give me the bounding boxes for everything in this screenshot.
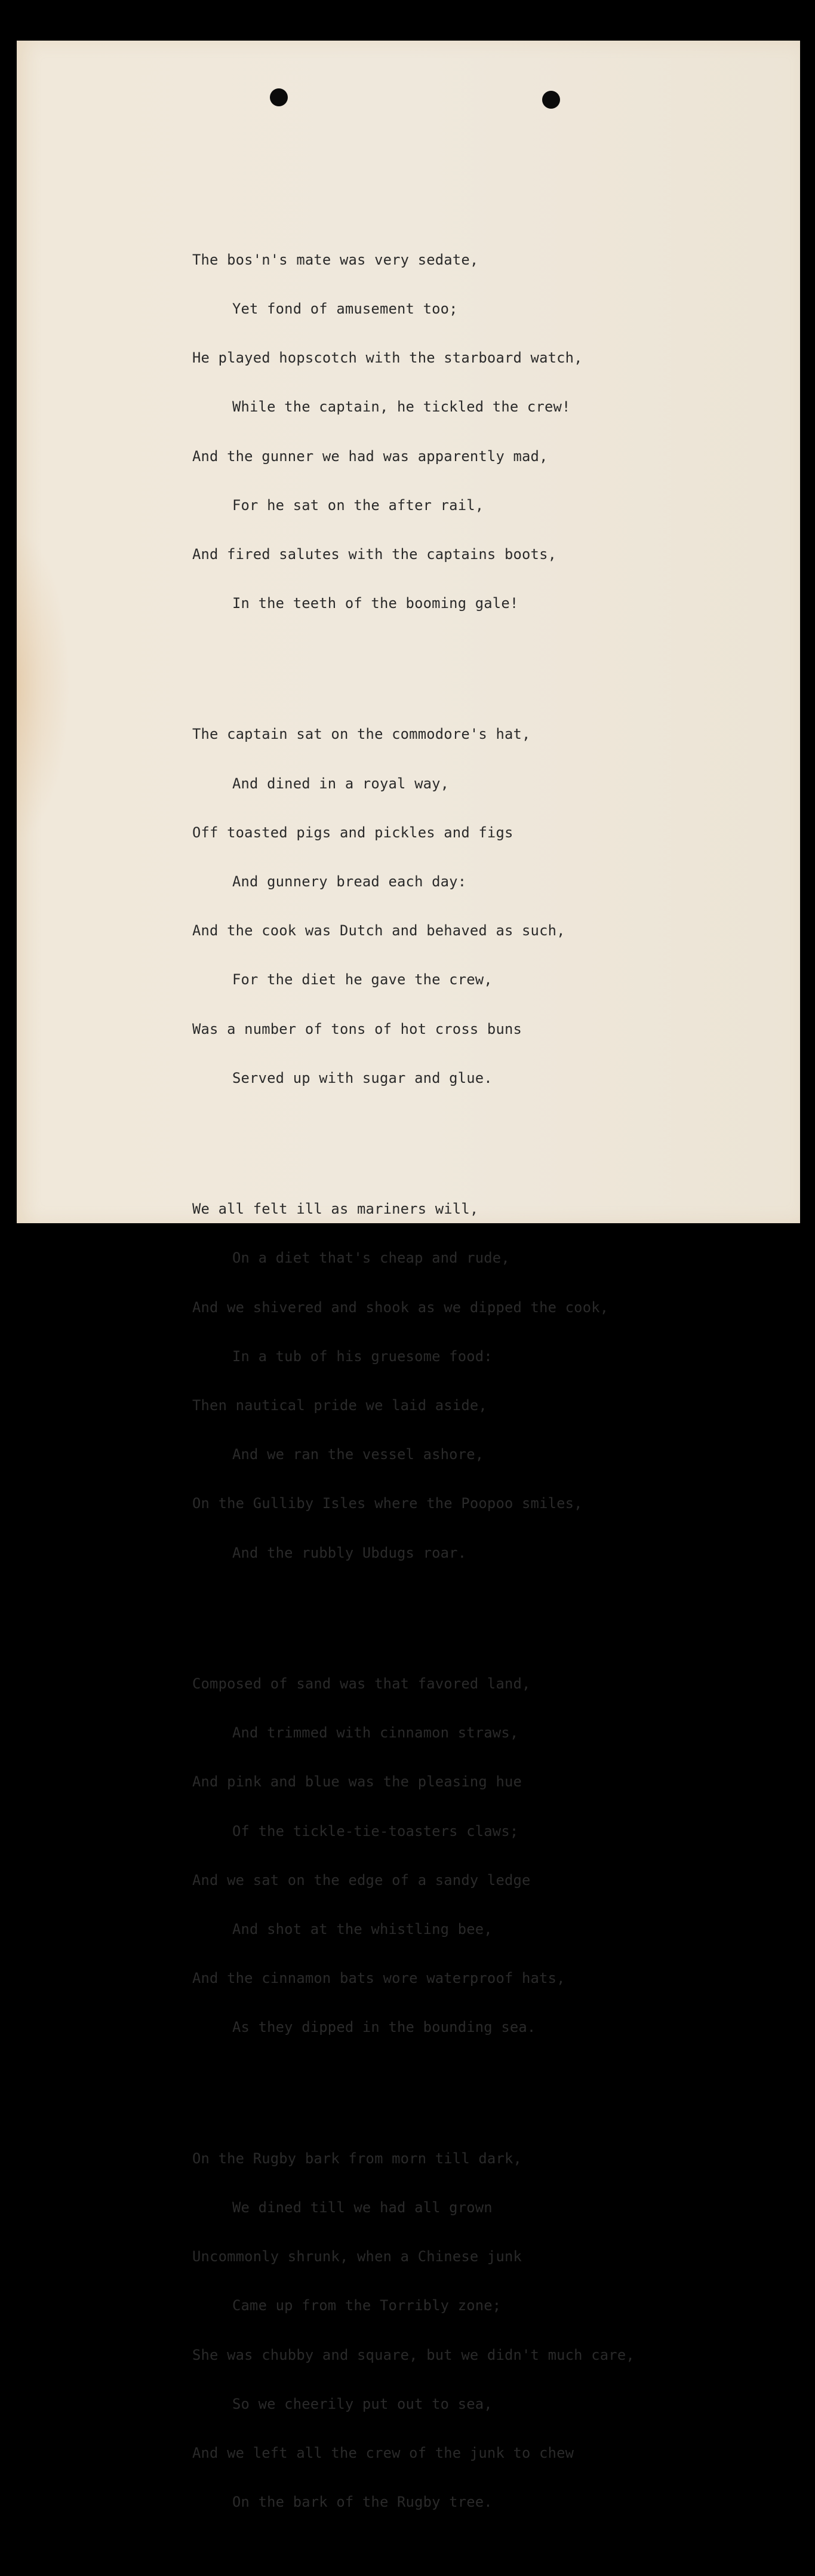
poem-line: The bos'n's mate was very sedate, [192,251,479,268]
punch-hole-right [542,91,560,109]
poem-line: And we sat on the edge of a sandy ledge [192,1871,531,1889]
poem-line: While the captain, he tickled the crew! [232,398,571,416]
poem-line: And gunnery bread each day: [232,873,467,891]
stanza-5 [192,2118,635,2544]
poem-line: The captain sat on the commodore's hat, [192,726,531,743]
stanza-1 [192,219,635,645]
poem-line: Yet fond of amusement too; [232,300,458,317]
poem-line: Came up from the Torribly zone; [232,2297,502,2314]
poem-line: And pink and blue was the pleasing hue [192,1773,522,1791]
poem-line: Was a number of tons of hot cross buns [192,1020,522,1037]
punch-hole-left [270,88,288,106]
poem-line: And we ran the vessel ashore, [232,1446,484,1463]
poem-line: For the diet he gave the crew, [232,971,493,988]
poem-line: As they dipped in the bounding sea. [232,2019,536,2036]
poem-line: On the Gulliby Isles where the Poopoo smiles, [192,1495,583,1512]
poem-line: We all felt ill as mariners will, [192,1201,479,1218]
poem-line: On the bark of the Rugby tree. [232,2494,493,2511]
poem-line: And shot at the whistling bee, [232,1921,493,1938]
poem-line: Served up with sugar and glue. [232,1069,493,1086]
stanza-2 [192,694,635,1120]
poem-line: And fired salutes with the captains boots, [192,545,557,563]
poem-line: Off toasted pigs and pickles and figs [192,824,513,841]
poem-line: On the Rugby bark from morn till dark, [192,2150,522,2167]
poem-line: Of the tickle-tie-toasters claws; [232,1822,519,1840]
poem-line: And the cook was Dutch and behaved as such, [192,922,565,939]
stanza-4 [192,1643,635,2069]
poem-line: So we cheerily put out to sea, [232,2395,493,2412]
poem-line: And the gunner we had was apparently mad, [192,447,548,465]
poem-line: She was chubby and square, but we didn't much care, [192,2346,635,2363]
poem-text [192,186,635,2576]
poem-line: He played hopscotch with the starboard watch, [192,349,583,367]
poem-line: And we shivered and shook as we dipped the cook, [192,1298,609,1316]
poem-line: Then nautical pride we laid aside, [192,1397,487,1414]
poem-line: For he sat on the after rail, [232,496,484,514]
poem-line: And we left all the crew of the junk to chew [192,2445,574,2461]
poem-line: In the teeth of the booming gale! [232,595,519,612]
poem-line: We dined till we had all grown [232,2199,493,2216]
poem-line: And the rubbly Ubdugs roar. [232,1544,467,1561]
stanza-3 [192,1168,635,1594]
poem-line: And the cinnamon bats wore waterproof hats, [192,1970,565,1987]
poem-line: In a tub of his gruesome food: [232,1347,493,1365]
poem-line: And dined in a royal way, [232,775,450,792]
poem-line: On a diet that's cheap and rude, [232,1249,510,1267]
poem-line: Composed of sand was that favored land, [192,1675,531,1692]
poem-line: And trimmed with cinnamon straws, [232,1724,519,1742]
poem-line: Uncommonly shrunk, when a Chinese junk [192,2248,522,2265]
